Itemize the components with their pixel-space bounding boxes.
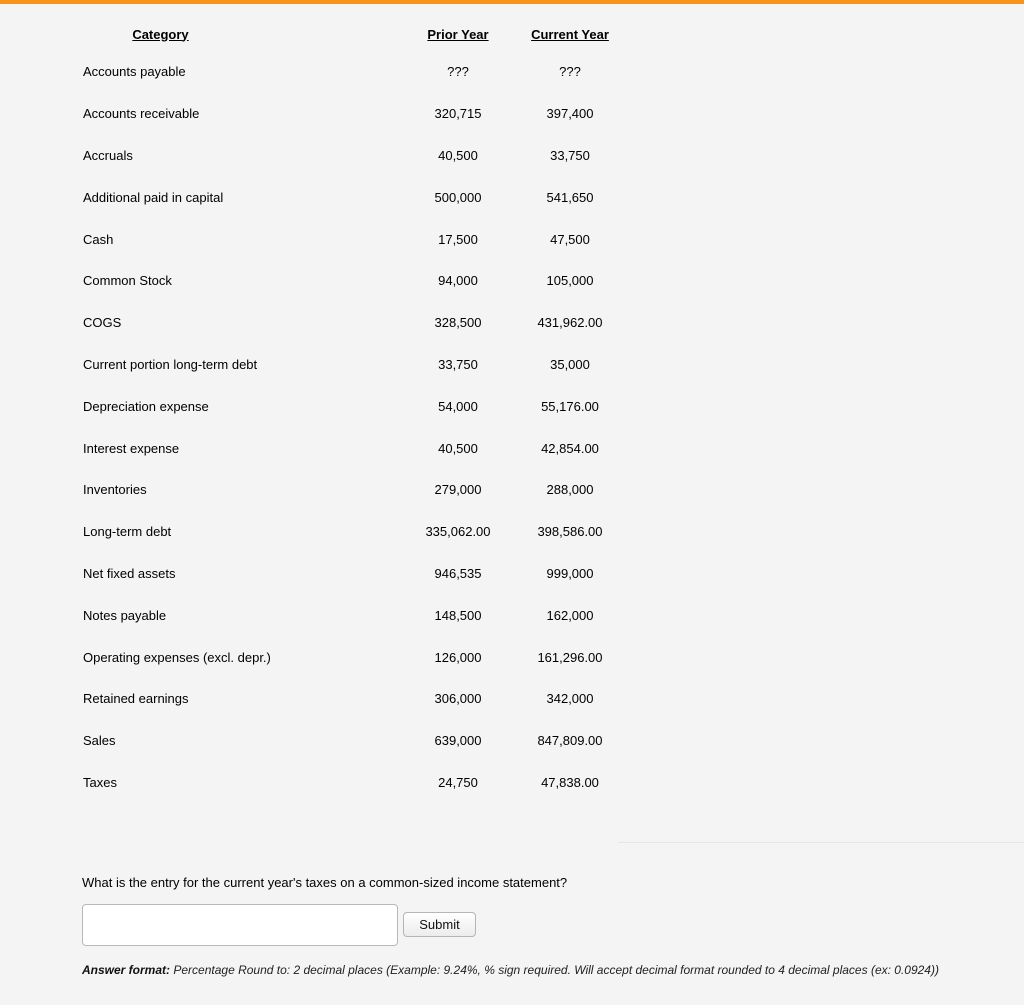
row-current-year-cell: 847,809.00 (537, 733, 603, 749)
answer-input[interactable] (82, 904, 398, 946)
row-current-year-cell: 398,586.00 (537, 524, 603, 540)
row-current-year-cell: 33,750 (550, 147, 590, 163)
row-prior-year-cell: 148,500 (434, 607, 482, 623)
table-body (73, 51, 632, 803)
table-row (73, 511, 632, 553)
row-prior-year-cell: ??? (447, 64, 469, 80)
row-current-year-cell: 342,000 (546, 691, 594, 707)
row-category-cell: Net fixed assets (83, 565, 176, 581)
row-category-cell: Accruals (83, 147, 133, 163)
row-current-year-cell: 35,000 (550, 356, 590, 372)
row-category-cell: Depreciation expense (83, 398, 209, 414)
question-text: What is the entry for the current year's taxes on a common-sized income statement? (82, 875, 568, 890)
row-current-year-cell: 161,296.00 (537, 649, 603, 665)
row-current-year-cell: 397,400 (546, 106, 594, 122)
row-category-cell: Notes payable (83, 607, 167, 623)
table-row (73, 344, 632, 386)
row-prior-year-cell: 335,062.00 (425, 524, 491, 540)
row-prior-year-cell: 946,535 (434, 565, 482, 581)
row-current-year-cell: 55,176.00 (541, 398, 599, 414)
table-row (73, 427, 632, 469)
row-prior-year-cell: 94,000 (438, 273, 478, 289)
row-prior-year-cell: 328,500 (434, 315, 482, 331)
table-header-row (73, 17, 632, 51)
table-row (73, 469, 632, 511)
row-category-cell: Sales (83, 733, 116, 749)
current-year-column-header: Current Year (531, 26, 609, 42)
submit-button[interactable]: Submit (403, 912, 476, 937)
table-row (73, 720, 632, 762)
row-category-cell: Inventories (83, 482, 147, 498)
table-row (73, 260, 632, 302)
row-current-year-cell: 42,854.00 (541, 440, 599, 456)
prior-year-column-header: Prior Year (427, 26, 489, 42)
row-prior-year-cell: 17,500 (438, 231, 478, 247)
table-row (73, 762, 632, 804)
row-prior-year-cell: 24,750 (438, 774, 478, 790)
row-current-year-cell: 288,000 (546, 482, 594, 498)
row-prior-year-cell: 33,750 (438, 356, 478, 372)
row-current-year-cell: 999,000 (546, 565, 594, 581)
table-row (73, 678, 632, 720)
table-row (73, 135, 632, 177)
row-prior-year-cell: 40,500 (438, 440, 478, 456)
section-divider (618, 842, 1024, 843)
row-prior-year-cell: 126,000 (434, 649, 482, 665)
table-row (73, 385, 632, 427)
row-prior-year-cell: 320,715 (434, 106, 482, 122)
row-prior-year-cell: 500,000 (434, 189, 482, 205)
row-category-cell: Taxes (83, 774, 117, 790)
row-category-cell: Accounts receivable (83, 106, 200, 122)
row-current-year-cell: 431,962.00 (537, 315, 603, 331)
answer-format-text: Percentage Round to: 2 decimal places (Example: 9.24%, % sign required. Will accept decimal format rounded to 4 decimal places (ex: 0.0924)) (173, 963, 939, 977)
category-column-header: Category (132, 26, 189, 42)
row-category-cell: Current portion long-term debt (83, 356, 258, 372)
table-row (73, 302, 632, 344)
row-category-cell: Retained earnings (83, 691, 189, 707)
table-row (73, 93, 632, 135)
table-row (73, 51, 632, 93)
row-current-year-cell: 105,000 (546, 273, 594, 289)
row-category-cell: Interest expense (83, 440, 180, 456)
row-prior-year-cell: 54,000 (438, 398, 478, 414)
row-category-cell: COGS (83, 315, 122, 331)
financial-data-table (73, 17, 632, 803)
row-category-cell: Operating expenses (excl. depr.) (83, 649, 271, 665)
table-row (73, 594, 632, 636)
row-current-year-cell: ??? (559, 64, 581, 80)
row-prior-year-cell: 40,500 (438, 147, 478, 163)
row-current-year-cell: 541,650 (546, 189, 594, 205)
row-prior-year-cell: 279,000 (434, 482, 482, 498)
table-row (73, 636, 632, 678)
row-category-cell: Common Stock (83, 273, 172, 289)
row-prior-year-cell: 306,000 (434, 691, 482, 707)
row-category-cell: Additional paid in capital (83, 189, 224, 205)
table-row (73, 176, 632, 218)
row-current-year-cell: 47,838.00 (541, 774, 599, 790)
answer-format-note (82, 963, 939, 977)
row-category-cell: Cash (83, 231, 114, 247)
table-row (73, 553, 632, 595)
row-current-year-cell: 47,500 (550, 231, 590, 247)
row-prior-year-cell: 639,000 (434, 733, 482, 749)
table-row (73, 218, 632, 260)
row-category-cell: Accounts payable (83, 64, 186, 80)
row-category-cell: Long-term debt (83, 524, 172, 540)
answer-format-label: Answer format: (82, 963, 171, 977)
row-current-year-cell: 162,000 (546, 607, 594, 623)
top-accent-bar (0, 0, 1024, 4)
